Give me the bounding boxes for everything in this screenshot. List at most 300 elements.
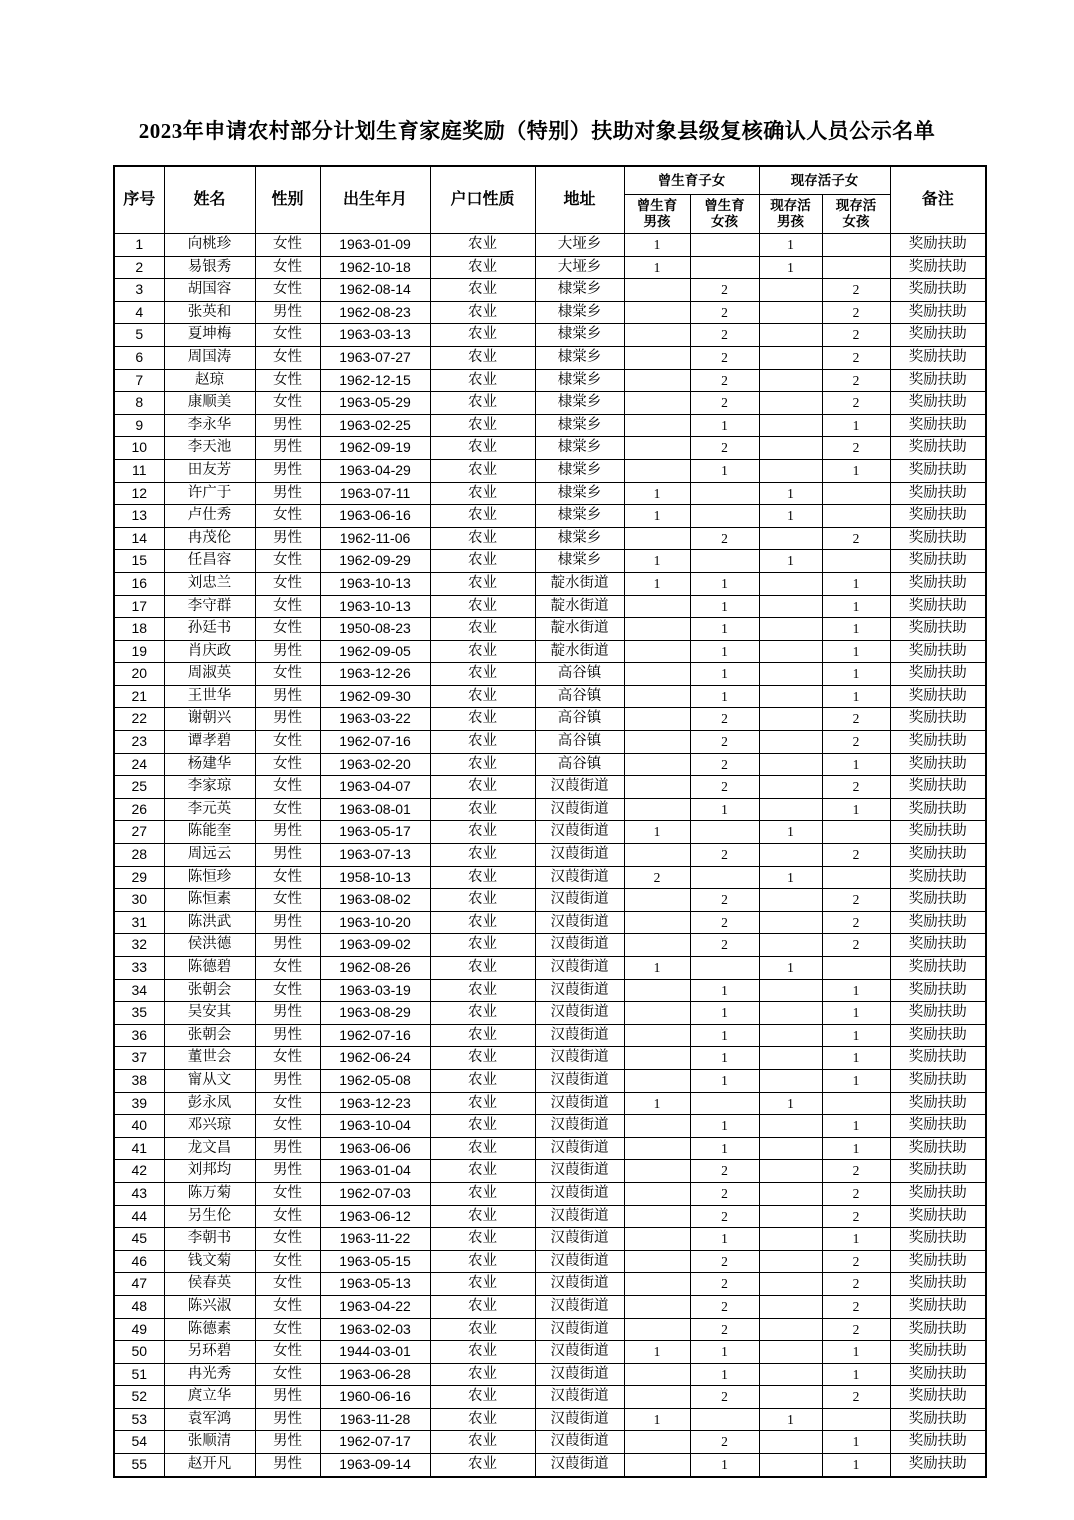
table-row (114, 1250, 986, 1273)
cell-remark: 奖励扶助 (890, 798, 986, 821)
header-gender: 性别 (255, 166, 320, 234)
cell-ever-girls: 2 (690, 527, 759, 550)
cell-living-girls: 2 (822, 1182, 890, 1205)
table-row (114, 889, 986, 912)
cell-ever-boys (624, 798, 690, 821)
table-row (114, 1069, 986, 1092)
cell-remark: 奖励扶助 (890, 324, 986, 347)
cell-living-boys: 1 (759, 821, 822, 844)
table-row (114, 301, 986, 324)
cell-address: 汉葭街道 (535, 1273, 624, 1296)
cell-gender: 女性 (255, 663, 320, 686)
cell-living-girls: 2 (822, 301, 890, 324)
table-row (114, 572, 986, 595)
cell-living-girls: 2 (822, 1273, 890, 1296)
table-row (114, 979, 986, 1002)
cell-living-boys (759, 279, 822, 302)
cell-hukou: 农业 (430, 1182, 535, 1205)
cell-living-boys (759, 1002, 822, 1025)
cell-living-girls: 1 (822, 572, 890, 595)
cell-birth: 1963-11-22 (320, 1228, 430, 1251)
cell-address: 汉葭街道 (535, 1115, 624, 1138)
cell-address: 汉葭街道 (535, 1363, 624, 1386)
cell-ever-girls: 2 (690, 731, 759, 754)
cell-living-girls: 1 (822, 459, 890, 482)
header-hukou: 户口性质 (430, 166, 535, 234)
cell-ever-boys (624, 1273, 690, 1296)
cell-gender: 女性 (255, 392, 320, 415)
cell-birth: 1944-03-01 (320, 1341, 430, 1364)
cell-ever-girls: 2 (690, 1205, 759, 1228)
cell-living-girls (822, 1092, 890, 1115)
cell-no: 35 (114, 1002, 164, 1025)
cell-name: 李家琼 (164, 776, 255, 799)
cell-address: 汉葭街道 (535, 1318, 624, 1341)
cell-name: 田友芳 (164, 459, 255, 482)
cell-ever-boys (624, 776, 690, 799)
cell-no: 12 (114, 482, 164, 505)
cell-ever-boys (624, 1431, 690, 1454)
cell-ever-girls: 2 (690, 324, 759, 347)
cell-ever-boys (624, 753, 690, 776)
cell-hukou: 农业 (430, 1160, 535, 1183)
cell-remark: 奖励扶助 (890, 595, 986, 618)
cell-gender: 男性 (255, 821, 320, 844)
cell-living-boys (759, 1273, 822, 1296)
cell-address: 汉葭街道 (535, 798, 624, 821)
cell-gender: 男性 (255, 437, 320, 460)
cell-ever-boys (624, 459, 690, 482)
cell-ever-girls: 1 (690, 1363, 759, 1386)
cell-address: 棣棠乡 (535, 459, 624, 482)
cell-address: 棣棠乡 (535, 324, 624, 347)
cell-living-girls: 1 (822, 595, 890, 618)
cell-hukou: 农业 (430, 685, 535, 708)
table-row (114, 934, 986, 957)
cell-gender: 男性 (255, 1386, 320, 1409)
cell-ever-girls: 2 (690, 279, 759, 302)
cell-living-girls: 2 (822, 1295, 890, 1318)
cell-living-girls: 2 (822, 1250, 890, 1273)
cell-hukou: 农业 (430, 1115, 535, 1138)
cell-name: 李守群 (164, 595, 255, 618)
table-row (114, 414, 986, 437)
cell-hukou: 农业 (430, 1295, 535, 1318)
cell-remark: 奖励扶助 (890, 437, 986, 460)
cell-ever-boys: 1 (624, 1092, 690, 1115)
table-row (114, 459, 986, 482)
cell-remark: 奖励扶助 (890, 1115, 986, 1138)
cell-ever-girls (690, 866, 759, 889)
cell-name: 侯春英 (164, 1273, 255, 1296)
cell-hukou: 农业 (430, 1047, 535, 1070)
cell-hukou: 农业 (430, 369, 535, 392)
table-row (114, 392, 986, 415)
cell-gender: 女性 (255, 550, 320, 573)
cell-name: 李元英 (164, 798, 255, 821)
cell-address: 棣棠乡 (535, 505, 624, 528)
cell-ever-boys: 1 (624, 256, 690, 279)
cell-address: 棣棠乡 (535, 482, 624, 505)
cell-remark: 奖励扶助 (890, 1137, 986, 1160)
cell-remark: 奖励扶助 (890, 1250, 986, 1273)
cell-address: 高谷镇 (535, 731, 624, 754)
cell-ever-girls: 2 (690, 1273, 759, 1296)
cell-ever-girls (690, 1092, 759, 1115)
cell-birth: 1963-07-11 (320, 482, 430, 505)
cell-gender: 女性 (255, 866, 320, 889)
header-birth: 出生年月 (320, 166, 430, 234)
cell-no: 42 (114, 1160, 164, 1183)
header-living-group: 现存活子女 (759, 166, 890, 195)
cell-no: 38 (114, 1069, 164, 1092)
cell-remark: 奖励扶助 (890, 1160, 986, 1183)
page-title: 2023年申请农村部分计划生育家庭奖励（特别）扶助对象县级复核确认人员公示名单 (138, 119, 936, 143)
cell-remark: 奖励扶助 (890, 505, 986, 528)
header-ever-boys-line1: 曾生育 (636, 198, 678, 214)
cell-address: 汉葭街道 (535, 1069, 624, 1092)
cell-living-boys (759, 346, 822, 369)
cell-living-girls (822, 505, 890, 528)
cell-name: 吴安其 (164, 1002, 255, 1025)
cell-no: 20 (114, 663, 164, 686)
cell-ever-boys (624, 346, 690, 369)
cell-hukou: 农业 (430, 934, 535, 957)
cell-hukou: 农业 (430, 731, 535, 754)
cell-ever-girls: 2 (690, 369, 759, 392)
cell-hukou: 农业 (430, 1002, 535, 1025)
cell-no: 21 (114, 685, 164, 708)
cell-ever-girls: 2 (690, 708, 759, 731)
cell-birth: 1962-08-23 (320, 301, 430, 324)
cell-living-girls: 2 (822, 279, 890, 302)
table-row (114, 1182, 986, 1205)
cell-ever-boys: 1 (624, 505, 690, 528)
table-row (114, 1454, 986, 1477)
cell-ever-girls: 1 (690, 595, 759, 618)
cell-hukou: 农业 (430, 1408, 535, 1431)
cell-living-girls: 1 (822, 640, 890, 663)
cell-living-girls: 2 (822, 392, 890, 415)
cell-ever-boys: 1 (624, 550, 690, 573)
cell-hukou: 农业 (430, 979, 535, 1002)
cell-name: 孙廷书 (164, 618, 255, 641)
cell-ever-girls: 2 (690, 844, 759, 867)
cell-living-girls (822, 1408, 890, 1431)
table-row (114, 482, 986, 505)
cell-gender: 女性 (255, 595, 320, 618)
cell-ever-girls: 2 (690, 1160, 759, 1183)
cell-ever-girls: 1 (690, 798, 759, 821)
cell-name: 李天池 (164, 437, 255, 460)
cell-no: 17 (114, 595, 164, 618)
cell-remark: 奖励扶助 (890, 866, 986, 889)
cell-ever-boys (624, 301, 690, 324)
cell-living-boys (759, 392, 822, 415)
cell-no: 32 (114, 934, 164, 957)
cell-ever-boys (624, 1454, 690, 1477)
cell-remark: 奖励扶助 (890, 753, 986, 776)
cell-name: 赵琼 (164, 369, 255, 392)
cell-ever-girls: 1 (690, 1137, 759, 1160)
cell-no: 46 (114, 1250, 164, 1273)
cell-address: 汉葭街道 (535, 821, 624, 844)
table-row (114, 1205, 986, 1228)
cell-no: 37 (114, 1047, 164, 1070)
cell-remark: 奖励扶助 (890, 414, 986, 437)
cell-living-girls: 2 (822, 844, 890, 867)
cell-address: 汉葭街道 (535, 889, 624, 912)
cell-address: 汉葭街道 (535, 1160, 624, 1183)
cell-name: 卢仕秀 (164, 505, 255, 528)
cell-hukou: 农业 (430, 708, 535, 731)
cell-birth: 1962-12-15 (320, 369, 430, 392)
cell-gender: 女性 (255, 957, 320, 980)
cell-gender: 男性 (255, 1024, 320, 1047)
cell-living-girls: 2 (822, 1205, 890, 1228)
cell-living-girls (822, 234, 890, 257)
table-row (114, 505, 986, 528)
cell-living-girls (822, 482, 890, 505)
cell-ever-boys (624, 889, 690, 912)
table-row (114, 640, 986, 663)
cell-living-girls: 1 (822, 618, 890, 641)
cell-remark: 奖励扶助 (890, 1408, 986, 1431)
cell-birth: 1962-07-17 (320, 1431, 430, 1454)
cell-ever-girls (690, 234, 759, 257)
cell-address: 棣棠乡 (535, 414, 624, 437)
cell-remark: 奖励扶助 (890, 572, 986, 595)
cell-no: 2 (114, 256, 164, 279)
cell-ever-boys: 1 (624, 482, 690, 505)
cell-ever-boys (624, 1228, 690, 1251)
cell-hukou: 农业 (430, 459, 535, 482)
cell-gender: 女性 (255, 234, 320, 257)
cell-gender: 男性 (255, 1431, 320, 1454)
cell-remark: 奖励扶助 (890, 640, 986, 663)
cell-ever-girls: 1 (690, 1024, 759, 1047)
cell-hukou: 农业 (430, 866, 535, 889)
cell-no: 53 (114, 1408, 164, 1431)
cell-living-girls: 2 (822, 346, 890, 369)
cell-address: 汉葭街道 (535, 1431, 624, 1454)
cell-hukou: 农业 (430, 1205, 535, 1228)
cell-ever-girls: 1 (690, 640, 759, 663)
cell-gender: 女性 (255, 346, 320, 369)
cell-no: 30 (114, 889, 164, 912)
cell-ever-boys (624, 1363, 690, 1386)
cell-address: 靛水街道 (535, 595, 624, 618)
cell-living-boys: 1 (759, 957, 822, 980)
cell-gender: 女性 (255, 1047, 320, 1070)
cell-ever-boys (624, 663, 690, 686)
cell-no: 50 (114, 1341, 164, 1364)
cell-living-boys (759, 414, 822, 437)
cell-ever-boys (624, 1002, 690, 1025)
cell-gender: 女性 (255, 1205, 320, 1228)
cell-name: 周淑英 (164, 663, 255, 686)
cell-birth: 1963-08-29 (320, 1002, 430, 1025)
table-row (114, 550, 986, 573)
cell-living-girls: 2 (822, 1160, 890, 1183)
cell-remark: 奖励扶助 (890, 1318, 986, 1341)
cell-living-boys (759, 640, 822, 663)
cell-name: 康顺美 (164, 392, 255, 415)
cell-no: 51 (114, 1363, 164, 1386)
cell-no: 13 (114, 505, 164, 528)
table-row (114, 1115, 986, 1138)
cell-living-girls: 1 (822, 1431, 890, 1454)
cell-address: 高谷镇 (535, 685, 624, 708)
cell-living-girls: 2 (822, 1318, 890, 1341)
cell-birth: 1963-05-13 (320, 1273, 430, 1296)
cell-living-girls: 2 (822, 437, 890, 460)
cell-name: 周国涛 (164, 346, 255, 369)
cell-name: 陈德碧 (164, 957, 255, 980)
cell-no: 10 (114, 437, 164, 460)
cell-living-boys (759, 731, 822, 754)
cell-living-boys (759, 1137, 822, 1160)
cell-name: 袁军鸿 (164, 1408, 255, 1431)
cell-no: 54 (114, 1431, 164, 1454)
cell-ever-boys (624, 279, 690, 302)
cell-no: 34 (114, 979, 164, 1002)
cell-living-boys (759, 776, 822, 799)
cell-ever-girls (690, 1408, 759, 1431)
cell-no: 49 (114, 1318, 164, 1341)
cell-hukou: 农业 (430, 1137, 535, 1160)
cell-remark: 奖励扶助 (890, 934, 986, 957)
header-no: 序号 (114, 166, 164, 234)
cell-ever-girls: 1 (690, 1454, 759, 1477)
cell-hukou: 农业 (430, 324, 535, 347)
cell-ever-boys (624, 392, 690, 415)
cell-birth: 1963-03-19 (320, 979, 430, 1002)
cell-gender: 女性 (255, 889, 320, 912)
cell-birth: 1963-06-28 (320, 1363, 430, 1386)
cell-name: 任昌容 (164, 550, 255, 573)
cell-hukou: 农业 (430, 572, 535, 595)
cell-address: 汉葭街道 (535, 1295, 624, 1318)
table-row (114, 527, 986, 550)
cell-living-girls: 2 (822, 1386, 890, 1409)
cell-hukou: 农业 (430, 663, 535, 686)
cell-name: 张英和 (164, 301, 255, 324)
cell-gender: 男性 (255, 1160, 320, 1183)
cell-birth: 1963-01-09 (320, 234, 430, 257)
cell-living-girls: 1 (822, 1024, 890, 1047)
cell-gender: 女性 (255, 618, 320, 641)
cell-remark: 奖励扶助 (890, 459, 986, 482)
cell-name: 甯从文 (164, 1069, 255, 1092)
cell-living-boys (759, 1047, 822, 1070)
cell-gender: 女性 (255, 1273, 320, 1296)
cell-birth: 1963-11-28 (320, 1408, 430, 1431)
cell-address: 汉葭街道 (535, 1454, 624, 1477)
cell-ever-girls (690, 821, 759, 844)
cell-no: 55 (114, 1454, 164, 1477)
cell-no: 47 (114, 1273, 164, 1296)
cell-hukou: 农业 (430, 618, 535, 641)
cell-name: 周远云 (164, 844, 255, 867)
cell-address: 汉葭街道 (535, 957, 624, 980)
table-row (114, 1408, 986, 1431)
cell-gender: 男性 (255, 911, 320, 934)
table-header (114, 166, 986, 234)
cell-name: 邓兴琼 (164, 1115, 255, 1138)
cell-hukou: 农业 (430, 1341, 535, 1364)
cell-gender: 男性 (255, 934, 320, 957)
cell-no: 16 (114, 572, 164, 595)
cell-name: 陈恒素 (164, 889, 255, 912)
cell-living-girls (822, 957, 890, 980)
cell-birth: 1962-10-18 (320, 256, 430, 279)
cell-ever-boys: 1 (624, 572, 690, 595)
cell-address: 靛水街道 (535, 572, 624, 595)
cell-name: 夏坤梅 (164, 324, 255, 347)
cell-gender: 女性 (255, 1228, 320, 1251)
cell-ever-boys (624, 731, 690, 754)
cell-hukou: 农业 (430, 234, 535, 257)
cell-name: 赵开凡 (164, 1454, 255, 1477)
cell-hukou: 农业 (430, 1228, 535, 1251)
cell-ever-boys (624, 1386, 690, 1409)
cell-ever-boys (624, 369, 690, 392)
cell-hukou: 农业 (430, 256, 535, 279)
cell-birth: 1962-09-29 (320, 550, 430, 573)
cell-living-girls: 1 (822, 1228, 890, 1251)
cell-address: 汉葭街道 (535, 1228, 624, 1251)
cell-ever-boys: 1 (624, 234, 690, 257)
cell-birth: 1963-03-22 (320, 708, 430, 731)
cell-living-boys (759, 1363, 822, 1386)
table-row (114, 1160, 986, 1183)
cell-name: 钱文菊 (164, 1250, 255, 1273)
cell-remark: 奖励扶助 (890, 1295, 986, 1318)
cell-hukou: 农业 (430, 482, 535, 505)
table-row (114, 618, 986, 641)
cell-ever-boys (624, 1205, 690, 1228)
table-row (114, 1047, 986, 1070)
cell-birth: 1963-09-02 (320, 934, 430, 957)
cell-gender: 男性 (255, 640, 320, 663)
cell-name: 冉茂伦 (164, 527, 255, 550)
cell-gender: 女性 (255, 369, 320, 392)
cell-living-boys (759, 595, 822, 618)
cell-no: 36 (114, 1024, 164, 1047)
cell-birth: 1963-03-13 (320, 324, 430, 347)
cell-birth: 1962-09-30 (320, 685, 430, 708)
cell-address: 棣棠乡 (535, 279, 624, 302)
cell-ever-girls: 1 (690, 618, 759, 641)
cell-birth: 1963-09-14 (320, 1454, 430, 1477)
cell-hukou: 农业 (430, 844, 535, 867)
cell-no: 3 (114, 279, 164, 302)
cell-ever-boys (624, 1137, 690, 1160)
cell-name: 王世华 (164, 685, 255, 708)
cell-address: 汉葭街道 (535, 866, 624, 889)
cell-ever-girls: 1 (690, 414, 759, 437)
cell-hukou: 农业 (430, 414, 535, 437)
table-body (114, 234, 986, 1477)
cell-gender: 女性 (255, 256, 320, 279)
cell-living-boys: 1 (759, 505, 822, 528)
cell-ever-girls (690, 957, 759, 980)
cell-living-girls: 1 (822, 979, 890, 1002)
cell-ever-girls: 1 (690, 1069, 759, 1092)
cell-living-girls: 1 (822, 1454, 890, 1477)
header-living-girls-line2: 女孩 (842, 214, 870, 229)
